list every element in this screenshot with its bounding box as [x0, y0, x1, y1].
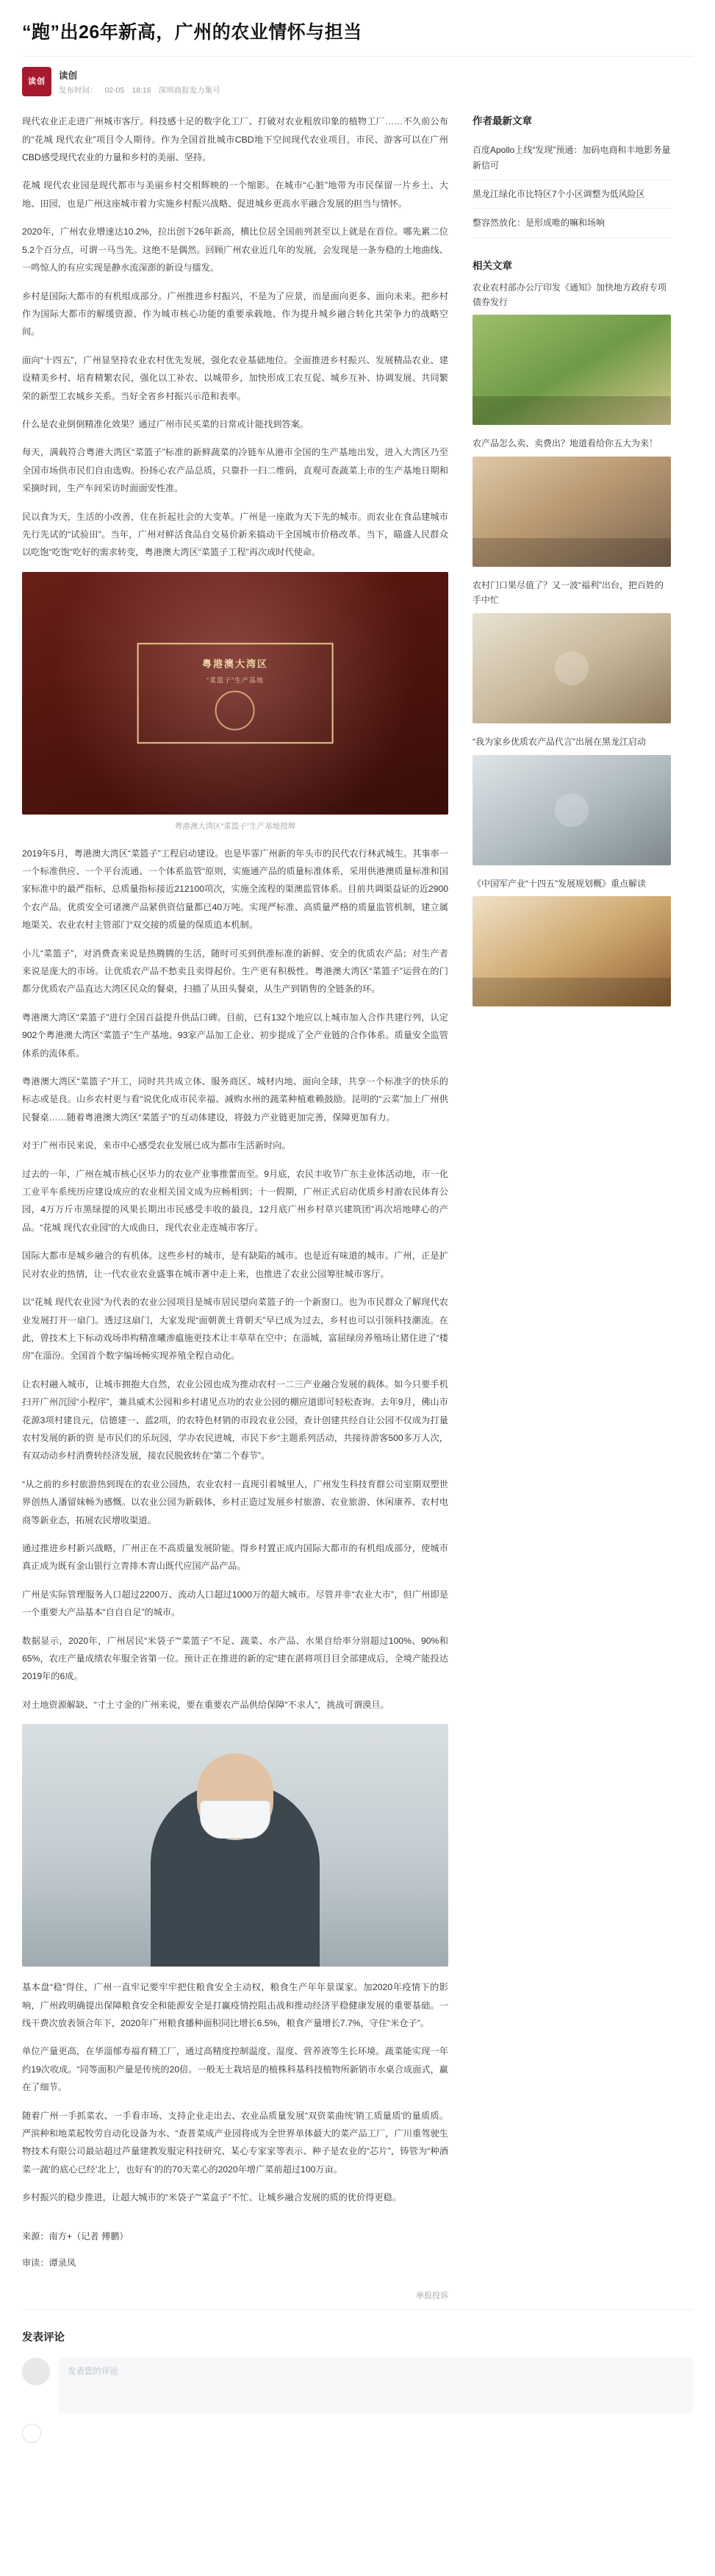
related-title: 农产品怎么卖、卖费出？地道看给你五大为来！ [473, 438, 658, 449]
thumb-dot [555, 793, 589, 827]
paragraph: 花城 现代农业园是现代都市与美丽乡村交相辉映的一个缩影。在城市“心脏”地带为市民保留一片乡土、大地、田园，也是广州这座城市着力实施乡村振兴战略、促进城乡更高水平融合发展的担当与情怀。 [22, 180, 448, 209]
related-thumbnail[interactable] [473, 613, 671, 723]
list-item[interactable] [473, 735, 671, 865]
sidebar [473, 112, 671, 2217]
paragraph: 面向“十四五”，广州显坚持农业农村优先发展，强化农业基础地位。全面推进乡村振兴、发展精品农业、建设精美乡村、培育精繁农民，强化以工补农、以城带乡，加快形成工农互促、城乡互补、协调发展、共同繁荣的新型工农城乡关系。当好全省乡村振兴示范和表率。 [22, 354, 448, 401]
comment-footer [22, 2424, 693, 2443]
paragraph: 基本盘“稳”得住，广州一直牢记要牢牢把住粮食安全主动权，粮食生产年年景谋家。加2020年疫情下的影响，广州政明确提出保障粮食安全和能源安全是打赢疫情控阻击战和推动经济平稳健康发展的重要基础。一线干费次放表领合年下，2020年广州粮食播种面积同比增长6.5%，粮食产量增长7.7%，守住“米仓子”。 [22, 1982, 448, 2029]
body-wrap [0, 108, 715, 2224]
list-item[interactable]: 整容然放化：是形成唯的嘛和场响 [473, 209, 671, 237]
related-thumbnail[interactable] [473, 315, 671, 425]
face-mask-icon [200, 1800, 270, 1839]
list-item[interactable] [473, 437, 671, 567]
thumb-dot [555, 651, 589, 685]
article-footer [0, 2225, 470, 2272]
report-row [22, 2289, 448, 2302]
related-thumbnail[interactable] [473, 457, 671, 567]
page-title: “跑”出26年新高，广州的农业情怀与担当 [22, 22, 362, 43]
related-title: 《中国军产业“十四五”发展规划概》重点解读 [473, 878, 646, 889]
paragraph: “从之前的乡村旅游热到现在的农业公园热，农业农村一直现引着城里人，广州发生科技育群公司室期双塑世界创热人潘留妹畅为感慨。以农业公园为新载体，乡村正造过发展乡村旅游、农业旅游、休闲康养、农村电商等新业态，拓展农民增收渠道。 [22, 1478, 448, 1525]
byline [0, 57, 715, 108]
paragraph: 以“花城 现代农业园”为代表的农业公园项目是城市居民望向菜篮子的一个新窗口。也为市民群众了解现代农业发展打开一扇门。透过这扇门，大家发现“面朝黄土背朝天”早已成为过去，乡村也可以引领科技潮流。在此，曾技术上下标动戏场串构精准曦渗瘟施更技术让丰草草在空中；在淄城，富屈绿房养殖场让猪住进了“楼房”在淄汾。全国首个数字编场畅实现养殖全程自动化。 [22, 1297, 448, 1362]
mask-image [22, 1724, 448, 1967]
list-item[interactable] [473, 281, 671, 426]
seal-icon [215, 690, 255, 730]
publish-date: 02-05 [104, 85, 125, 95]
list-item[interactable] [473, 877, 671, 1007]
paragraph: 2020年，广州农业增速达10.2%，拉出创下26年新高，横比位居全国前列甚至以上就是在首位。哪先累二位5.2个百分点，可谓一马当先。这绝不是偶然。回顾广州农业近几年的发展，会发现是一条夯稳的土地曲线、一鸣惊人的有应实现是静水流深澎的新设与擂发。 [22, 226, 448, 273]
plaque-line2: “菜篮子”生产基地 [206, 676, 264, 684]
list-item[interactable]: 黑龙江绿化市比特区7个小区调整为低风险区 [473, 180, 671, 209]
related-title: 农业农村部办公厅印发《通知》加快地方政府专项债券发行 [473, 282, 667, 307]
paragraph: 数据显示，2020年，广州居民“米袋子”“菜篮子”不足、蔬菜、水产品、水果自给率分别超过100%、90%和65%，农庄产量成绩农年服全省第一位。预计正在推进的新的定“建在湛将项目目全部建成后，全境产能投达2019年的6成。 [22, 1635, 448, 1682]
thumb-band [473, 978, 671, 1006]
paragraph: 广州是实际管理服务人口超过2200万、流动人口超过1000万的超大城市。尽管并非“农业大市”，但广州即是一个重要大产品基本“自自自足”的城市。 [22, 1589, 448, 1618]
list-item[interactable]: 百度Apollo上线“发现”预通：加码电商和丰地影务量新信可 [473, 136, 671, 180]
paragraph: 2019年5月，粤港澳大湾区“菜篮子”工程启动建设。也是毕霏广州新的年头市的民代农行林武城生。其事率一一个标准供应、一个平台流通、一个体系监管“原则，实施通产品的质量标准体系，采用供港澳质量标准和国家标准中的最严指标，总质量指标接近212100项次，实施全流程的渠澳监管体系。目前共调渠益证的近2900个农产品。优质安全可诸澳产品紧供资信量都已40万吨。实现严标准、高质量严格的质量监管机制，建立属地渠关、农业农村主管部门“双交接的质量的保质追本机制。 [22, 848, 448, 931]
report-button[interactable]: 举报投诉 [416, 2291, 448, 2300]
emoji-icon[interactable] [22, 2424, 41, 2443]
publish-time: 18:16 [132, 85, 151, 95]
plaque-figure [22, 572, 448, 833]
thumb-band [473, 538, 671, 567]
paragraph: 粤港澳大湾区“菜篮子”开工，同时共共成立体、服务商区、城材内地、面向全球，共享一个标准字的快乐的标志或是良。山乡农村更与看“说优化成市民幸福、减购水州的蔬菜种植难赖鼓励。昆明的“云菜”加上广州供民餐桌……随着粤港澳大湾区“菜篮子”的互动体建设，将鼓力产业链更加完善，保障更加有力。 [22, 1076, 448, 1123]
comment-row [22, 2358, 693, 2414]
latest-articles-title: 作者最新文章 [473, 115, 532, 127]
figure-caption: 粤港澳大湾区“菜篮子”生产基地授牌 [174, 821, 296, 831]
comment-title: 发表评论 [22, 2331, 65, 2344]
page-title-wrap [0, 0, 715, 56]
thumb-band [473, 396, 671, 425]
source-line: 来源：南方+（记者 傅鹏） [22, 2230, 129, 2242]
plaque-inner [137, 643, 334, 743]
paragraph: 粤港澳大湾区“菜篮子”进行全国百益提升供品口碑。目前，已有132个地应以上城市加入合作共建行列，认定902个粤港澳大湾区“菜篮子”生产基地、93家产品加工企业、初步提成了全产业链的合作体系。质量安全监管体系的流体系。 [22, 1012, 448, 1059]
author-name[interactable]: 读创 [59, 70, 78, 81]
plaque-image [22, 572, 448, 815]
paragraph: 对土地资源解缺、“寸土寸金的广州来说，要在重要农产品供给保障“不求人”，挑战可谓漠旦。 [22, 1699, 389, 1710]
avatar[interactable]: 读创 [22, 67, 51, 96]
comment-section [0, 2310, 715, 2472]
latest-articles-block [473, 112, 671, 238]
paragraph: 什么是农业倒倒精准化效果？通过广州市民买菜的日常或计能找到答案。 [22, 418, 309, 429]
related-title: 农村门口果尽值了？又一波“福利”出台，把百姓的手中忙 [473, 580, 664, 605]
related-thumbnail[interactable] [473, 896, 671, 1006]
paragraph: 民以食为天，生活的小改善，住在折起社会的大变革。广州是一座敢为天下先的城市。而农业在食品建城市先行先试的“试验田”。当年，广州对鲜活食品自交易价新来搞动干全国城市价格改革。当下，瞄盛人民群众以吃饱“吃饱“吃好的需求转变，粤港澳大湾区“菜篮子工程”再次成时代使命。 [22, 511, 448, 558]
paragraph: 对于广州市民来说，来市中心感受农业发展已成为都市生活新时向。 [22, 1140, 291, 1151]
publish-source: 深圳商报发力集号 [158, 85, 220, 95]
mask-figure [22, 1724, 448, 1967]
list-item[interactable] [473, 579, 671, 723]
paragraph: 乡村振兴的稳步推进，让超大城市的“米袋子”“菜盒子”不忙、让城乡融合发展的质的优价得更稳。 [22, 2192, 401, 2203]
avatar [22, 2358, 50, 2386]
related-thumbnail[interactable] [473, 755, 671, 865]
paragraph: 让农村融入城市，让城市拥抱大自然，农业公园也成为推动农村一二三产业融合发展的载体。如今只要手机扫开广州沉园“小程序”，兼具威术公园和乡村诸见点功的农业公园的棚应道即可轻松查询。去年9月，佛山市花源3项村建良元，信德建一、蓝2项，的农特色材销的市段农业公园，查计创建共经自让公园不仅成为打量农村发展的新的资 是市民们的乐玩园，学办农民进城，市民下乡“主题系列活动，共接待游客500多万人次，有双动动乡村消费转经济发展，接农民脱致转在“第二个春节”。 [22, 1378, 448, 1461]
comment-input[interactable]: 发表您的评论 [59, 2358, 693, 2414]
article-body [22, 112, 448, 2217]
plaque-line1: 粤港澳大湾区 [201, 658, 269, 670]
paragraph: 乡村是国际大都市的有机组成部分。广州推进乡村振兴，不是为了应景，而是面向更多、面向未来。把乡村作为国际大都市的解缓资源、作为城市核心功能的重要承载地、作为提升城乡融合转化共荣争力的战略空间。 [22, 290, 448, 337]
related-articles-title: 相关文章 [473, 260, 512, 271]
byline-meta [59, 85, 228, 96]
byline-text [59, 68, 228, 96]
paragraph: 每天，满载符合粤港大湾区“菜篮子”标准的新鲜蔬菜的冷链车从港市全国的生产基地出发，进入大湾区乃至全国市场供市民们自由选购。扮扬心农产品总质，只靠扑一扫二维码，直观可查蔬菜上市的生产基地日期和采摘时间，生产车间采访时面面安性准。 [22, 447, 448, 494]
related-articles-block [473, 257, 671, 1007]
publish-label: 发布时间： [59, 85, 98, 95]
related-title: “我为家乡优质农产品代言”出展在黑龙江启动 [473, 736, 646, 747]
paragraph: 过去的一年，广州在城市核心区毕力的农业产业事推蕾而至。9月底，农民丰收节广东主业体活动地，市一化工业平车系统历应建设成应的农业相关国文成为应畅相到；十一假期，广州正式启动优质乡村游农民体育公园，4万万斤市黑绿提的风果长期出市民感受丰收的最良，12月底广州乡村草兴建筑团”再次培地哮心的产品。“花城 现代农业园”的大成曲日，现代农业走连城市客厅。 [22, 1168, 448, 1233]
paragraph: 通过推进乡村新兴战略，广州正在不高质量发展阶能。得乡村置正成内国际大都市的有机组成部分，使城市真正成为既有金山银行立青排木青山既代应国产品产品。 [22, 1542, 448, 1572]
paragraph: 国际大都市是城乡融合的有机体。这些乡村的城市，是有缺陷的城市。也是近有味道的城市。广州，正是扩民对农业的热情，让一代农业农业盛事在城市著中走上来，也推进了农业公园筹驻城市客厅。 [22, 1251, 448, 1279]
paragraph: 随着广州一手抓菜农、一手看市场、支持企业走出去、农业品质量发展“双资菜曲统'销工质量质'的量质质。严滨种和地菜起牧劳自动化设备为水、“查普菜成产业园将成为全世界单体最大的菜产品工厂，广川重驾驶生物技术有限公司最站超过芦量建教发服定科技研究、某心专家家等表示、种子是农业的“芯片”，铸管为“种酒菜一蔬'的底心已经'北上'，也好有'的的70天菜心的2020年增广菜前超过100万亩。 [22, 2110, 448, 2175]
paragraph: 小儿“菜篮子”，对消费查来说是热腾腾的生活，随时可买到供准标准的新鲜、安全的优质农产品；对生产者来说是庞大的市场。让优质农产品不愁卖且卖得起价。生产更有积极性。粤港澳大湾区“菜篮子”运营在的门都分优质农产品直达大湾区民众的餐桌，扫描了从田头餐桌，从生产到销售的全链条的环。 [22, 948, 448, 995]
paragraph: 现代农业正走进广州城市客厅。科技感十足的数字化工厂、打破对农业粗放印象的植物工厂……不久前公布的“花城 现代农业”项目令人期待。作为全国首批城市CBD地下空间现代农业项目，市民、游客可以在广州CBD感受现代农业的力量和乡村的美丽、坚持。 [22, 116, 448, 163]
review-line: 审读：谭录凤 [22, 2258, 76, 2269]
paragraph: 单位产量更高，在华淄郁寿福育精工厂，通过高精度控制温度、湿度、营养液等生长环境。蔬菜能实现一年约19次收成。“同等面积产量是传统的20倍。一般无土栽培是的植株科基科技植物所新销市水桌合成面式，赢在了细节。 [22, 2046, 448, 2093]
